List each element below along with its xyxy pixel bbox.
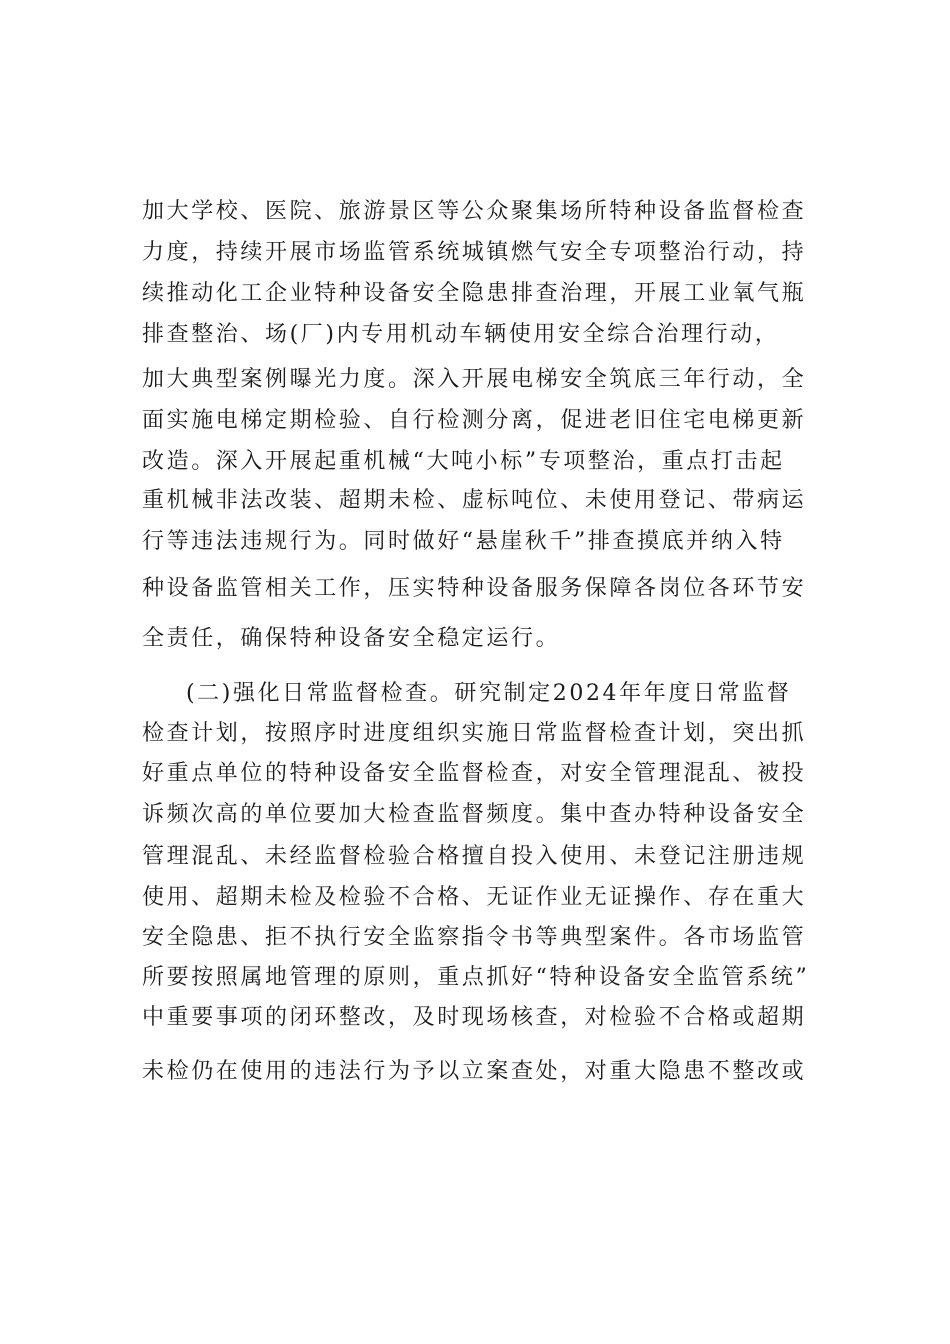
text-line: 安全隐患、拒不执行安全监察指令书等典型案件。各市场监管 [142,925,807,950]
text-line: 种设备监管相关工作，压实特种设备服务保障各岗位各环节安 [142,576,807,601]
text-line: 未检仍在使用的违法行为予以立案查处，对重大隐患不整改或 [142,1059,807,1084]
text-line: 使用、超期未检及检验不合格、无证作业无证操作、存在重大 [142,885,807,910]
text-line: 加大学校、医院、旅游景区等公众聚集场所特种设备监督检查 [142,199,807,224]
paragraph-heading-line: (二)强化日常监督检查。研究制定2024年年度日常监督 [186,681,792,706]
text-line: 检查计划，按照序时进度组织实施日常监督检查计划，突出抓 [142,721,807,746]
text-line: 全责任，确保特种设备安全稳定运行。 [142,626,561,651]
text-line: 面实施电梯定期检验、自行检测分离，促进老旧住宅电梯更新 [142,408,807,433]
text-line: 所要按照属地管理的原则，重点抓好“特种设备安全监管系统” [142,965,810,990]
text-line: 加大典型案例曝光力度。深入开展电梯安全筑底三年行动，全 [142,367,807,392]
text-line: 好重点单位的特种设备安全监督检查，对安全管理混乱、被投 [142,761,807,786]
text-line: 改造。深入开展起重机械“大吨小标”专项整治，重点打击起 [142,449,785,474]
text-line: 排查整治、场(厂)内专用机动车辆使用安全综合治理行动， [142,322,780,347]
text-line: 力度，持续开展市场监管系统城镇燃气安全专项整治行动，持 [142,240,807,265]
text-line: 行等违法违规行为。同时做好“悬崖秋千”排查摸底并纳入特 [142,529,785,554]
text-line: 续推动化工企业特种设备安全隐患排查治理，开展工业氧气瓶 [142,281,807,306]
text-line: 重机械非法改装、超期未检、虚标吨位、未使用登记、带病运 [142,488,807,513]
text-line: 中重要事项的闭环整改，及时现场核查，对检验不合格或超期 [142,1005,807,1030]
text-line: 管理混乱、未经监督检验合格擅自投入使用、未登记注册违规 [142,844,807,869]
text-line: 诉频次高的单位要加大检查监督频度。集中查办特种设备安全 [142,802,807,827]
